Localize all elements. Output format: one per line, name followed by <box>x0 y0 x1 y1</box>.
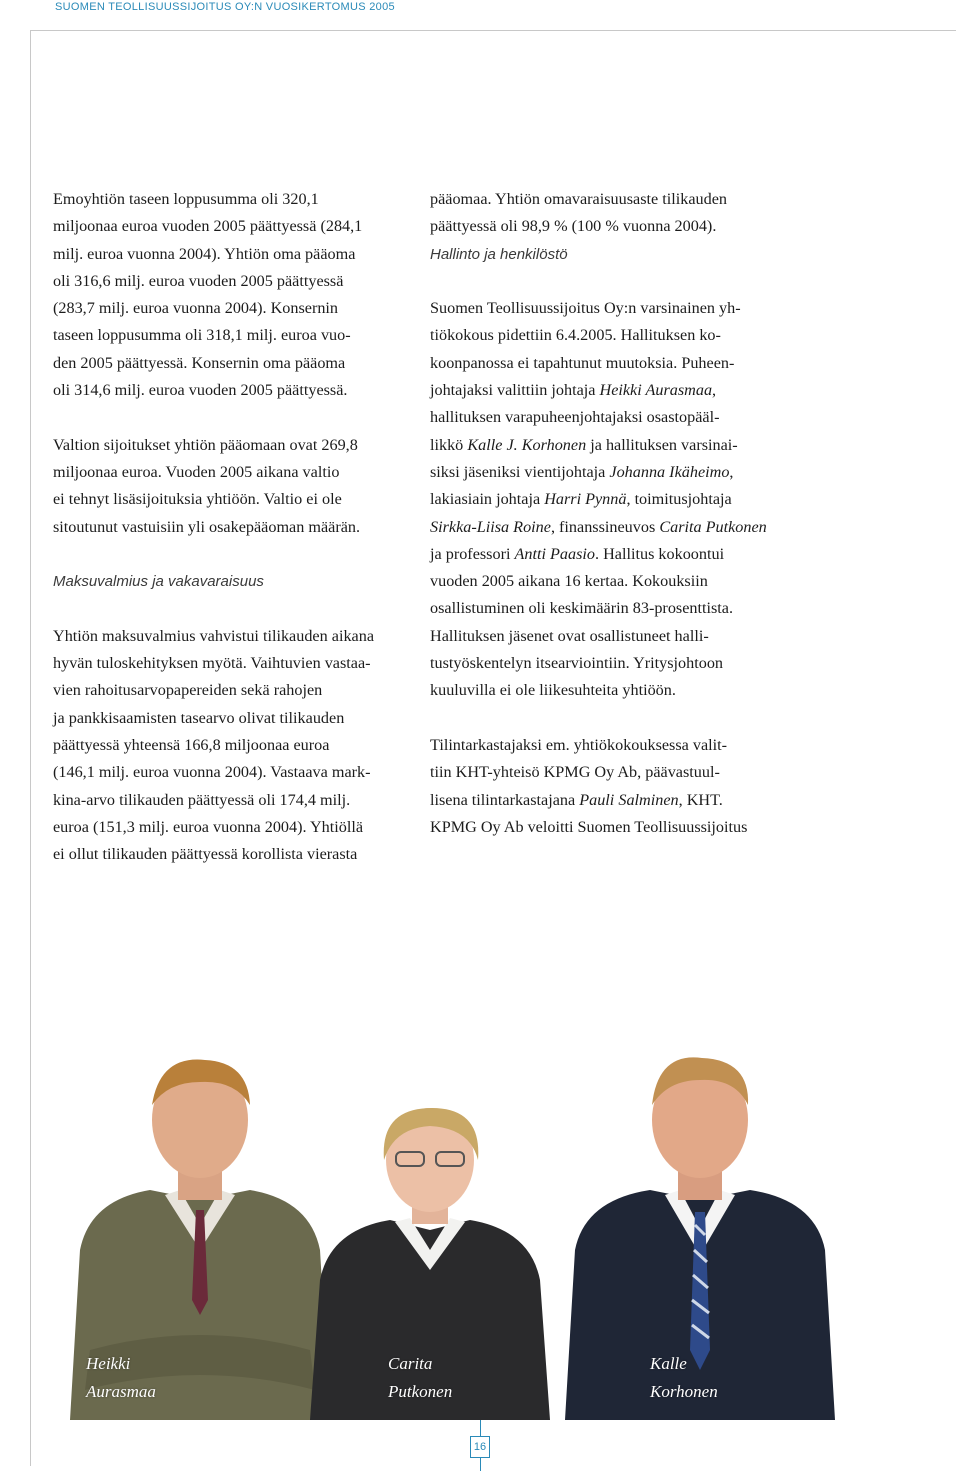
person-name: Antti Paasio <box>514 544 596 563</box>
text-line: Sirkka-Liisa Roine, finanssineuvos Carita Putkonen <box>430 517 767 536</box>
person-name: Sirkka-Liisa Roine <box>430 517 551 536</box>
text-line: hallituksen varapuheenjohtajaksi osastopääl- <box>430 408 720 427</box>
text-line: tiin KHT-yhteisö KPMG Oy Ab, päävastuul- <box>430 763 720 782</box>
text-line: ei tehnyt lisäsijoituksia yhtiöön. Valtio ei ole <box>53 490 342 509</box>
text-line: koonpanossa ei tapahtunut muutoksia. Puheen- <box>430 353 735 372</box>
text-line: pääomaa. Yhtiön omavaraisuusaste tilikauden <box>430 190 727 208</box>
text-line: Valtion sijoitukset yhtiön pääomaan ovat 269,8 <box>53 435 358 454</box>
caption-carita-putkonen: Carita Putkonen <box>388 1354 453 1401</box>
paragraph-state-investments <box>53 432 418 541</box>
page-number-rule <box>480 1458 481 1471</box>
left-column <box>53 186 418 868</box>
text-line: ei ollut tilikauden päättyessä korollista vierasta <box>53 845 358 864</box>
text-line: den 2005 päättyessä. Konsernin oma pääoma <box>53 353 346 372</box>
paragraph-balance-sheet <box>53 186 418 404</box>
text-line: KPMG Oy Ab veloitti Suomen Teollisuussijoitus <box>430 817 748 836</box>
section-heading-administration: Hallinto ja henkilöstö <box>430 245 568 263</box>
paragraph-administration <box>430 295 805 704</box>
text-line: miljoonaa euroa. Vuoden 2005 aikana valtio <box>53 462 340 481</box>
text-line: ja professori Antti Paasio. Hallitus kokoontui <box>430 544 725 563</box>
text-line: tiökokous pidettiin 6.4.2005. Hallituksen ko- <box>430 326 721 345</box>
person-name: Carita Putkonen <box>659 517 767 536</box>
text-line: oli 316,6 milj. euroa vuoden 2005 päättyessä <box>53 271 344 290</box>
text-line: siksi jäseniksi vientijohtaja Johanna Ikäheimo, <box>430 462 734 481</box>
section-heading-liquidity: Maksuvalmius ja vakavaraisuus <box>53 573 264 591</box>
text-line: euroa (151,3 milj. euroa vuonna 2004). Yhtiöllä <box>53 817 364 836</box>
text-line: lakiasiain johtaja Harri Pynnä, toimitusjohtaja <box>430 490 732 509</box>
text-line: oli 314,6 milj. euroa vuoden 2005 päättyessä. <box>53 381 348 400</box>
paragraph-equity-ratio <box>430 186 805 241</box>
text-line: Hallituksen jäsenet ovat osallistuneet halli- <box>430 626 709 645</box>
text-line: päättyessä oli 98,9 % (100 % vuonna 2004). <box>430 217 717 236</box>
person-name: Heikki Aurasmaa <box>599 381 713 400</box>
text-line: vien rahoitusarvopapereiden sekä rahojen <box>53 681 323 700</box>
running-header: SUOMEN TEOLLISUUSSIJOITUS OY:N VUOSIKERTOMUS 2005 <box>55 1 395 13</box>
text-line: likkö Kalle J. Korhonen ja hallituksen varsinai- <box>430 435 738 454</box>
text-line: miljoonaa euroa vuoden 2005 päättyessä (284,1 <box>53 217 363 236</box>
person-name: Kalle J. Korhonen <box>467 435 587 454</box>
page-number: 16 <box>470 1436 490 1458</box>
person-name: Harri Pynnä <box>544 490 627 509</box>
text-line: (146,1 milj. euroa vuonna 2004). Vastaava mark- <box>53 763 371 782</box>
board-photo <box>30 1040 956 1420</box>
text-line: Emoyhtiön taseen loppusumma oli 320,1 <box>53 190 319 208</box>
text-line: vuoden 2005 aikana 16 kertaa. Kokouksiin <box>430 572 708 591</box>
right-column <box>430 186 805 841</box>
text-line: milj. euroa vuonna 2004). Yhtiön oma pääoma <box>53 244 356 263</box>
text-line: kuuluvilla ei ole liikesuhteita yhtiöön. <box>430 681 676 700</box>
text-line: päättyessä yhteensä 166,8 miljoonaa euroa <box>53 735 330 754</box>
page-number-rule <box>480 1420 481 1436</box>
person-name: Johanna Ikäheimo <box>609 462 730 481</box>
text-line: johtajaksi valittiin johtaja Heikki Aurasmaa, <box>430 381 717 400</box>
text-line: ja pankkisaamisten tasearvo olivat tilikauden <box>53 708 345 727</box>
caption-kalle-korhonen: Kalle Korhonen <box>650 1354 718 1401</box>
text-line: osallistuminen oli keskimäärin 83-prosenttista. <box>430 599 734 618</box>
text-line: taseen loppusumma oli 318,1 milj. euroa vuo- <box>53 326 351 345</box>
paragraph-liquidity <box>53 623 418 869</box>
text-line: lisena tilintarkastajana Pauli Salminen, KHT. <box>430 790 723 809</box>
text-line: hyvän tuloskehityksen myötä. Vaihtuvien vastaa- <box>53 654 371 673</box>
person-name: Pauli Salminen <box>579 790 679 809</box>
caption-heikki-aurasmaa: Heikki Aurasmaa <box>86 1354 156 1401</box>
text-line: kina-arvo tilikauden päättyessä oli 174,4 milj. <box>53 790 351 809</box>
paragraph-auditors <box>430 732 805 841</box>
text-line: Tilintarkastajaksi em. yhtiökokouksessa valit- <box>430 735 728 754</box>
text-line: sitoutunut vastuisiin yli osakepääoman määrän. <box>53 517 361 536</box>
text-line: tustyöskentelyn itsearviointiin. Yritysjohtoon <box>430 654 724 673</box>
text-line: Suomen Teollisuussijoitus Oy:n varsinainen yh- <box>430 299 741 318</box>
text-line: Yhtiön maksuvalmius vahvistui tilikauden aikana <box>53 626 374 645</box>
text-line: (283,7 milj. euroa vuonna 2004). Konsernin <box>53 299 339 318</box>
